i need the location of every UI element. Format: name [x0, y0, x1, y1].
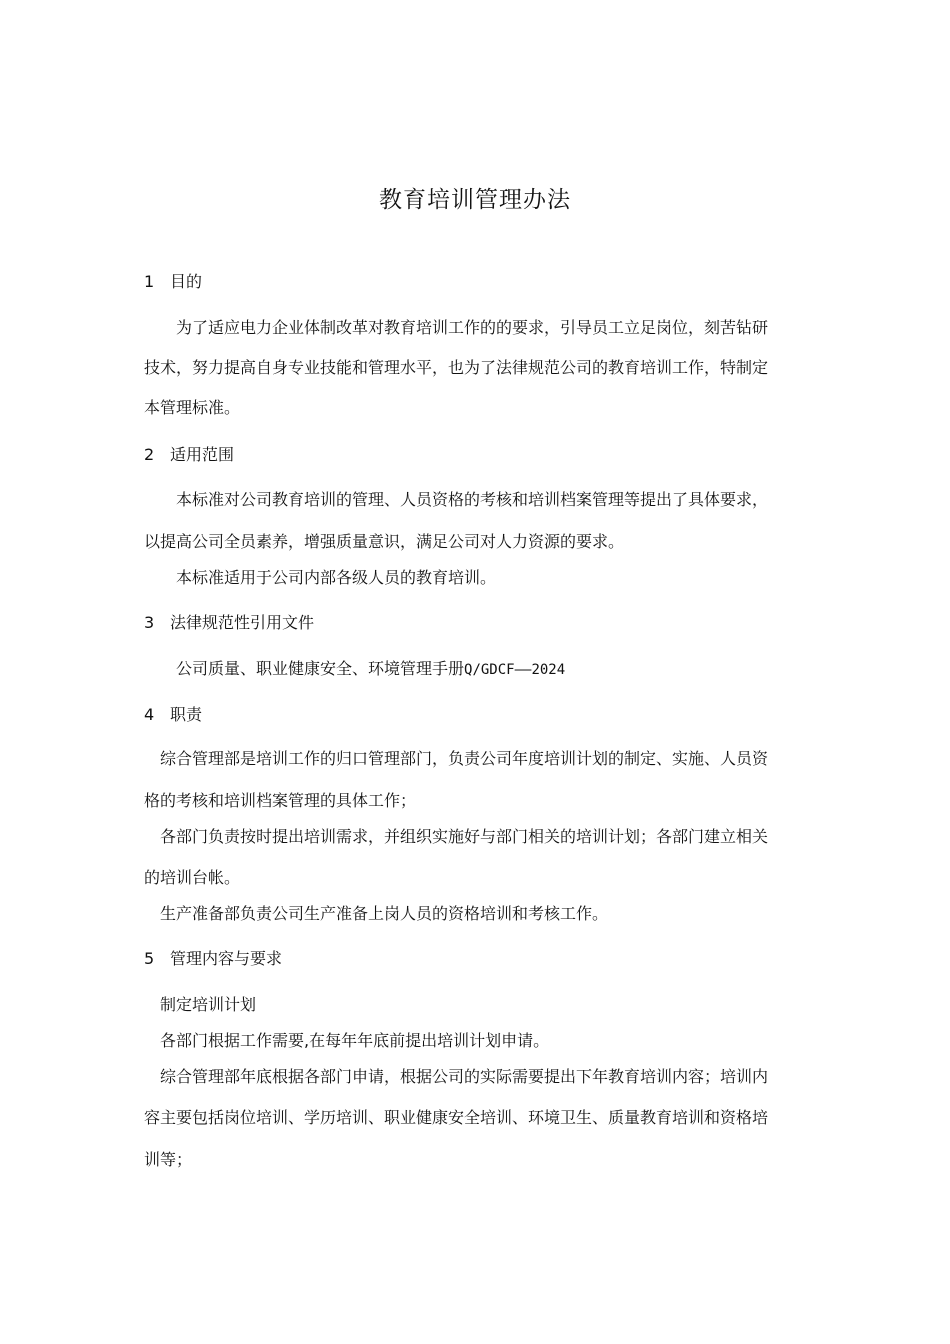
paragraph-line: 以提高公司全员素养，增强质量意识，满足公司对人力资源的要求。 [144, 532, 625, 551]
paragraph-line: 本标准适用于公司内部各级人员的教育培训。 [176, 568, 497, 587]
section-title: 目的 [170, 272, 203, 291]
section-number: 3 [144, 613, 155, 632]
section-heading-5 [144, 948, 282, 970]
paragraph-line: 容主要包括岗位培训、学历培训、职业健康安全培训、环境卫生、质量教育培训和资格培 [144, 1108, 769, 1127]
section-heading-3 [144, 612, 314, 634]
section-number: 2 [144, 445, 155, 464]
paragraph-line: 的培训台帐。 [144, 868, 241, 887]
section-number: 1 [144, 272, 155, 291]
section-title: 职责 [170, 705, 203, 724]
paragraph-line: 各部门负责按时提出培训需求，并组织实施好与部门相关的培训计划；各部门建立相关 [160, 827, 769, 846]
subheading-line: 制定培训计划 [160, 995, 257, 1014]
section-heading-4 [144, 704, 202, 726]
section-title: 管理内容与要求 [170, 949, 283, 968]
reference-code: Q/GDCF——2024 [464, 662, 566, 678]
paragraph-line: 本标准对公司教育培训的管理、人员资格的考核和培训档案管理等提出了具体要求， [176, 490, 769, 509]
reference-title: 公司质量、职业健康安全、环境管理手册 [176, 659, 465, 678]
paragraph-line: 生产准备部负责公司生产准备上岗人员的资格培训和考核工作。 [160, 904, 609, 923]
document-title: 教育培训管理办法 [379, 187, 571, 213]
paragraph-line: 综合管理部是培训工作的归口管理部门，负责公司年度培训计划的制定、实施、人员资 [160, 749, 769, 768]
paragraph-line: 各部门根据工作需要,在每年年底前提出培训计划申请。 [160, 1031, 550, 1050]
paragraph-line: 格的考核和培训档案管理的具体工作； [144, 791, 417, 810]
section-number: 4 [144, 705, 155, 724]
section-heading-2 [144, 444, 234, 466]
paragraph-line: 技术，努力提高自身专业技能和管理水平，也为了法律规范公司的教育培训工作，特制定 [144, 358, 769, 377]
paragraph-line: 综合管理部年底根据各部门申请，根据公司的实际需要提出下年教育培训内容；培训内 [160, 1067, 769, 1086]
paragraph-line: 训等； [144, 1150, 193, 1169]
reference-document [176, 658, 565, 681]
section-title: 法律规范性引用文件 [170, 613, 315, 632]
section-number: 5 [144, 949, 155, 968]
section-title: 适用范围 [170, 445, 235, 464]
paragraph-line: 本管理标准。 [144, 398, 241, 417]
section-heading-1 [144, 271, 202, 293]
paragraph-line: 为了适应电力企业体制改革对教育培训工作的的要求，引导员工立足岗位，刻苦钻研 [176, 318, 769, 337]
